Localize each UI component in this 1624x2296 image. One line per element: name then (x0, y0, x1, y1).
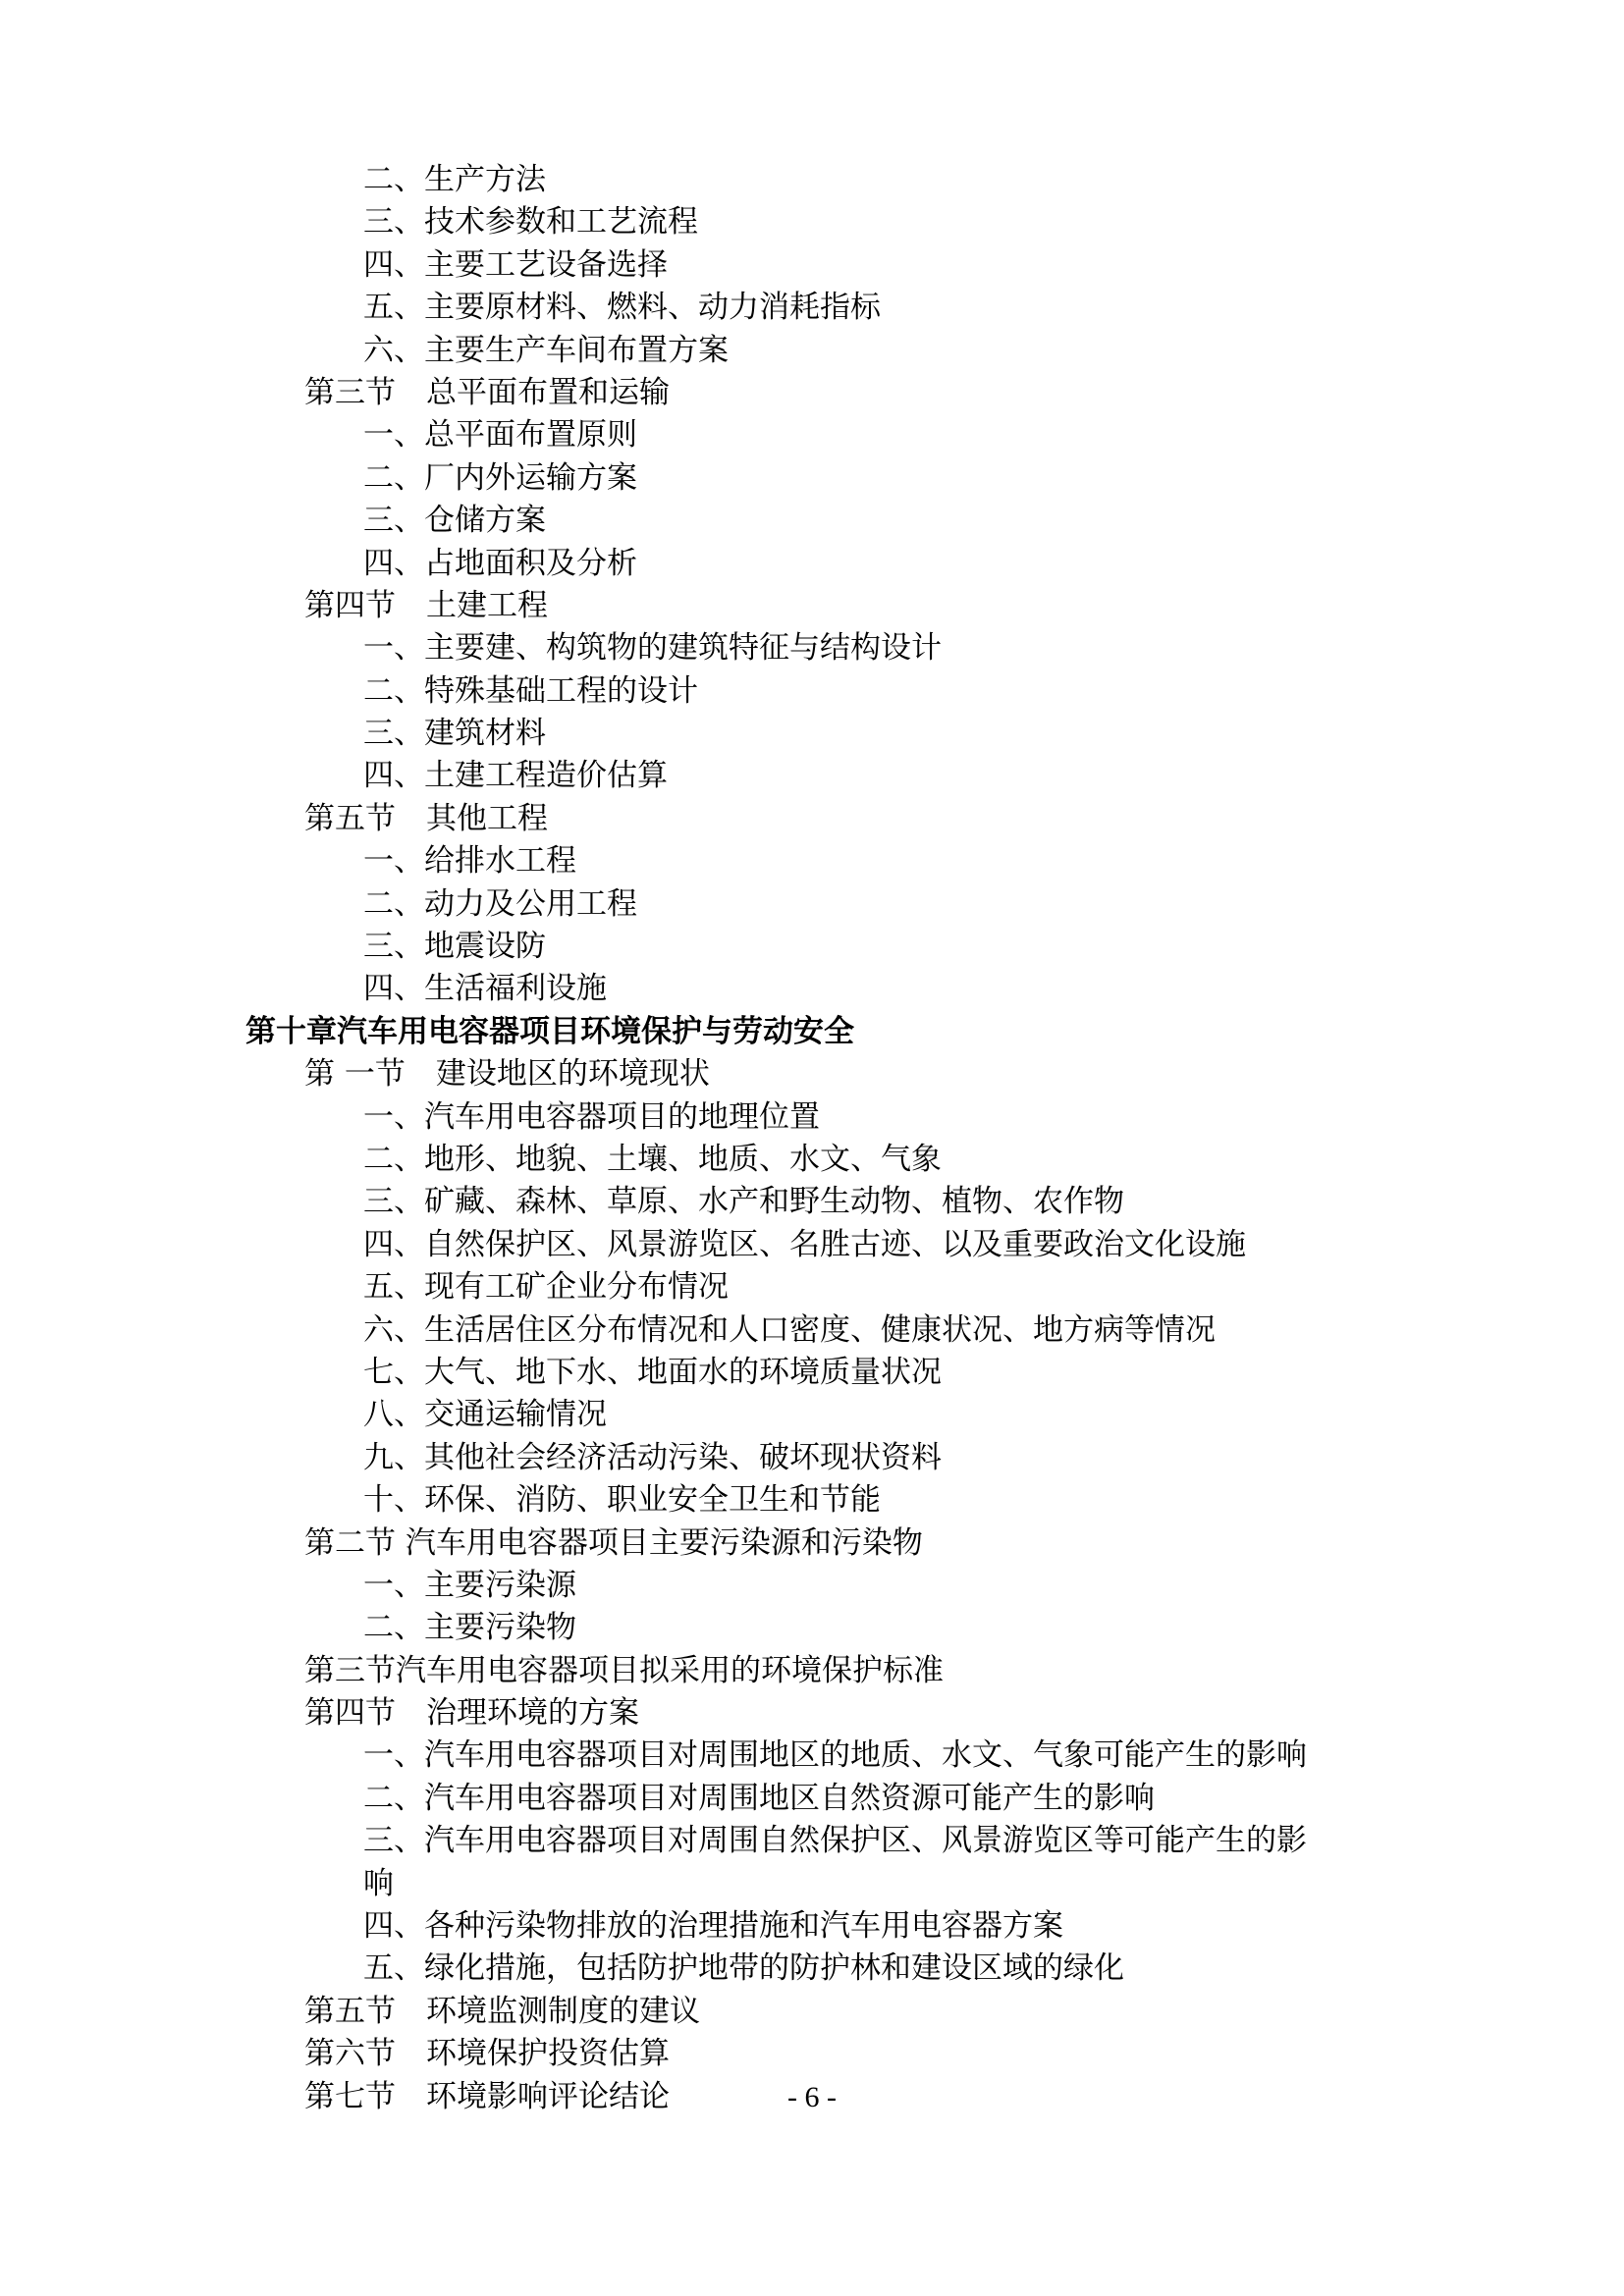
table-of-contents (0, 159, 1624, 2118)
toc-item-line: 四、土建工程造价估算 (363, 758, 668, 794)
toc-item-line: 一、汽车用电容器项目对周围地区的地质、水文、气象可能产生的影响 (363, 1737, 1307, 1774)
toc-item-line: 四、各种污染物排放的治理措施和汽车用电容器方案 (363, 1908, 1063, 1945)
toc-section-line: 第四节 土建工程 (304, 587, 548, 623)
toc-item-line: 四、占地面积及分析 (363, 545, 637, 581)
page-number: - 6 - (787, 2081, 837, 2113)
toc-item-line: 七、大气、地下水、地面水的环境质量状况 (363, 1354, 942, 1390)
toc-item-line: 三、汽车用电容器项目对周围自然保护区、风景游览区等可能产生的影 (363, 1823, 1307, 1859)
toc-item-line: 四、自然保护区、风景游览区、名胜古迹、以及重要政治文化设施 (363, 1226, 1246, 1262)
toc-item-line: 二、汽车用电容器项目对周围地区自然资源可能产生的影响 (363, 1780, 1155, 1816)
toc-section-line: 第四节 治理环境的方案 (304, 1695, 639, 1732)
toc-item-line: 二、生产方法 (363, 162, 546, 197)
toc-section-line: 第三节汽车用电容器项目拟采用的环境保护标准 (304, 1652, 944, 1688)
toc-item-line: 五、现有工矿企业分布情况 (363, 1269, 729, 1306)
toc-item-line: 三、仓储方案 (363, 503, 546, 539)
toc-item-line: 六、主要生产车间布置方案 (363, 332, 729, 368)
toc-item-line: 响 (363, 1865, 394, 1901)
toc-item-line: 一、主要建、构筑物的建筑特征与结构设计 (363, 630, 942, 667)
toc-section-line: 第二节 汽车用电容器项目主要污染源和污染物 (304, 1524, 923, 1561)
toc-item-line: 十、环保、消防、职业安全卫生和节能 (363, 1482, 881, 1519)
toc-item-line: 一、总平面布置原则 (363, 417, 637, 454)
toc-item-line: 一、汽车用电容器项目的地理位置 (363, 1098, 820, 1135)
toc-section-line: 第五节 环境监测制度的建议 (304, 1993, 700, 2029)
toc-item-line: 四、主要工艺设备选择 (363, 246, 668, 283)
toc-chapter-line: 第十章汽车用电容器项目环境保护与劳动安全 (245, 1013, 854, 1049)
toc-item-line: 一、主要污染源 (363, 1567, 576, 1603)
toc-section-line: 第 一节 建设地区的环境现状 (304, 1056, 710, 1093)
toc-item-line: 五、主要原材料、燃料、动力消耗指标 (363, 290, 881, 326)
toc-item-line: 二、主要污染物 (363, 1610, 576, 1646)
toc-section-line: 第五节 其他工程 (304, 800, 548, 836)
toc-item-line: 二、特殊基础工程的设计 (363, 672, 698, 709)
toc-item-line: 八、交通运输情况 (363, 1397, 607, 1433)
toc-item-line: 二、厂内外运输方案 (363, 459, 637, 496)
toc-item-line: 三、矿藏、森林、草原、水产和野生动物、植物、农作物 (363, 1184, 1124, 1220)
toc-section-line: 第六节 环境保护投资估算 (304, 2036, 670, 2072)
toc-item-line: 二、地形、地貌、土壤、地质、水文、气象 (363, 1141, 942, 1177)
toc-item-line: 三、地震设防 (363, 929, 546, 965)
toc-item-line: 五、绿化措施，包括防护地带的防护林和建设区域的绿化 (363, 1950, 1124, 1987)
toc-item-line: 九、其他社会经济活动污染、破坏现状资料 (363, 1439, 942, 1475)
toc-item-line: 四、生活福利设施 (363, 971, 607, 1007)
toc-item-line: 三、技术参数和工艺流程 (363, 204, 698, 240)
toc-section-line: 第七节 环境影响评论结论 (304, 2078, 670, 2114)
toc-item-line: 一、给排水工程 (363, 843, 576, 880)
toc-section-line: 第三节 总平面布置和运输 (304, 374, 670, 410)
toc-item-line: 六、生活居住区分布情况和人口密度、健康状况、地方病等情况 (363, 1311, 1216, 1348)
toc-item-line: 三、建筑材料 (363, 716, 546, 752)
toc-item-line: 二、动力及公用工程 (363, 885, 637, 922)
